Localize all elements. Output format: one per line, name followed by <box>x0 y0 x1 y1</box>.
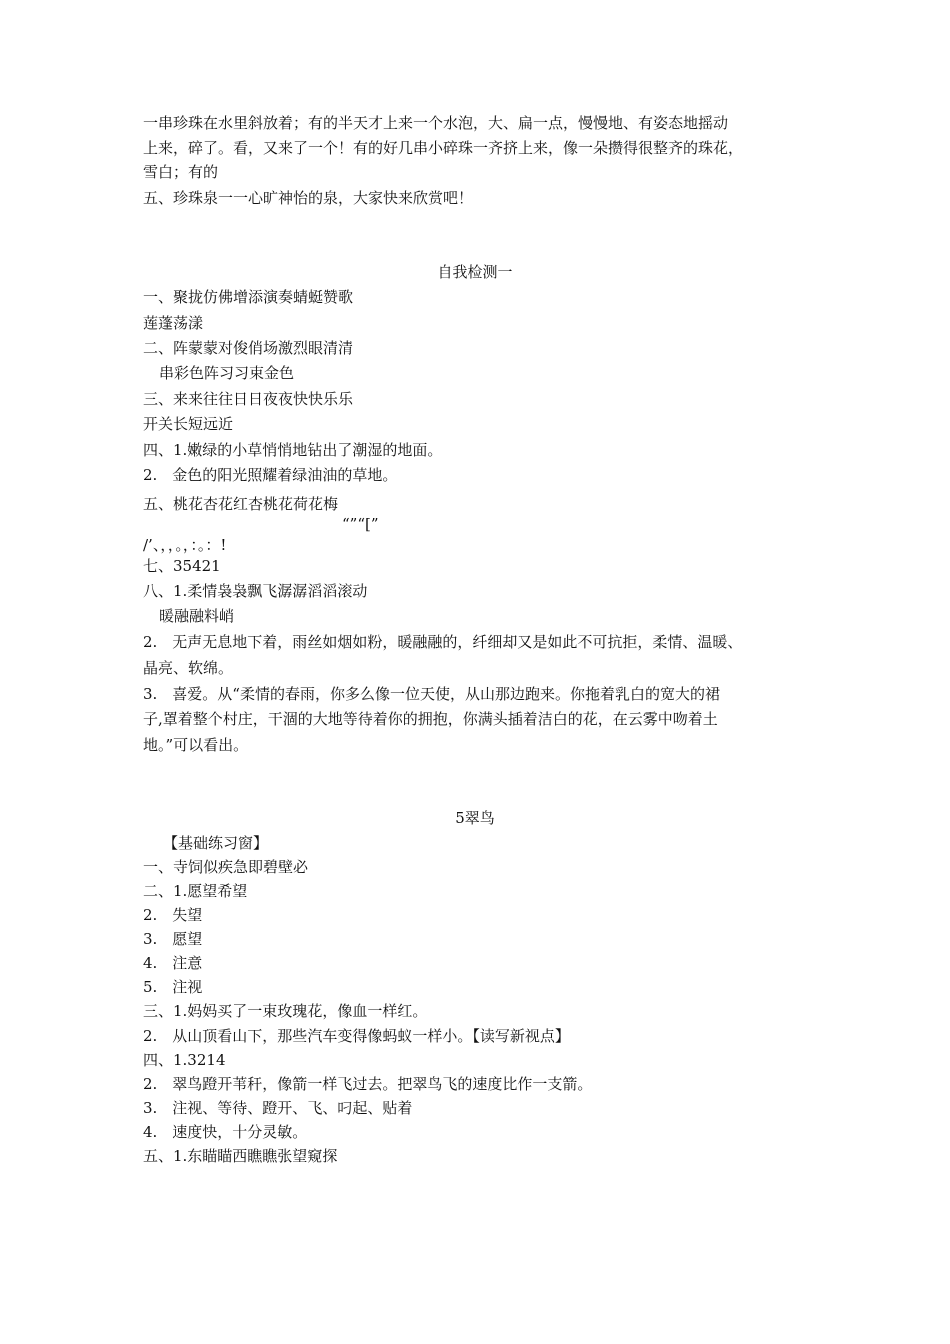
section-heading: 5翠鸟 <box>455 809 495 827</box>
text-line: 晶亮、软绵。 <box>143 659 234 677</box>
text-line: 2. 失望 <box>143 906 203 924</box>
text-line: 三、来来往往日日夜夜快快乐乐 <box>143 390 354 408</box>
text-line: 一、聚拢仿佛增添演奏蜻蜓赞歌 <box>143 288 354 306</box>
text-line: 地。”可以看出。 <box>143 736 249 754</box>
text-line: 2. 翠鸟蹬开苇秆，像箭一样飞过去。把翠鸟飞的速度比作一支箭。 <box>143 1075 593 1093</box>
text-line: 3. 喜爱。从“柔情的春雨，你多么像一位天使，从山那边跑来。你拖着乳白的宽大的裙 <box>143 685 720 703</box>
text-line: 开关长短远近 <box>143 415 234 433</box>
text-line: 串彩色阵习习束金色 <box>159 364 295 382</box>
text-line: 2. 金色的阳光照耀着绿油油的草地。 <box>143 466 398 484</box>
text-line: “”“[” <box>342 515 379 533</box>
text-line: 二、1.愿望希望 <box>143 882 248 900</box>
text-line: 七、35421 <box>143 557 221 575</box>
section-heading: 自我检测一 <box>437 263 513 281</box>
text-line: 二、阵蒙蒙对俊俏场激烈眼清清 <box>143 339 354 357</box>
text-line: 上来，碎了。看，又来了一个！有的好几串小碎珠一齐挤上来，像一朵攒得很整齐的珠花， <box>143 139 744 157</box>
text-line: 4. 速度快，十分灵敏。 <box>143 1123 308 1141</box>
text-line: 2. 无声无息地下着，雨丝如烟如粉，暖融融的，纤细却又是如此不可抗拒，柔情、温暖、 <box>143 633 743 651</box>
text-line: 莲蓬荡漾 <box>143 314 204 332</box>
text-line: 三、1.妈妈买了一束玫瑰花，像血一样红。 <box>143 1002 428 1020</box>
text-line: 子,罩着整个村庄，干涸的大地等待着你的拥抱，你满头插着洁白的花，在云雾中吻着土 <box>143 710 718 728</box>
text-line: 五、珍珠泉一一心旷神怡的泉，大家快来欣赏吧！ <box>143 189 474 207</box>
text-line: /’、，，。，：。：! <box>143 536 227 554</box>
text-line: 3. 注视、等待、蹬开、飞、叼起、贴着 <box>143 1099 413 1117</box>
text-line: 暖融融料峭 <box>159 607 235 625</box>
text-line: 八、1.柔情袅袅飘飞潺潺滔滔滚动 <box>143 582 368 600</box>
text-line: 2. 从山顶看山下，那些汽车变得像蚂蚁一样小。【读写新视点】 <box>143 1027 570 1045</box>
text-line: 4. 注意 <box>143 954 203 972</box>
text-line: 5. 注视 <box>143 978 203 996</box>
text-line: 雪白；有的 <box>143 163 219 181</box>
text-line: 一串珍珠在水里斜放着；有的半天才上来一个水泡，大、扁一点，慢慢地、有姿态地摇动 <box>143 114 729 132</box>
text-line: 五、1.东瞄瞄西瞧瞧张望窥探 <box>143 1147 338 1165</box>
text-line: 一、寺饲似疾急即碧壁必 <box>143 858 309 876</box>
section-subheading: 【基础练习窗】 <box>163 834 269 852</box>
text-line: 3. 愿望 <box>143 930 203 948</box>
text-line: 四、1.嫩绿的小草悄悄地钻出了潮湿的地面。 <box>143 441 443 459</box>
text-line: 四、1.3214 <box>143 1051 226 1069</box>
text-line: 五、桃花杏花红杏桃花荷花梅 <box>143 495 339 513</box>
